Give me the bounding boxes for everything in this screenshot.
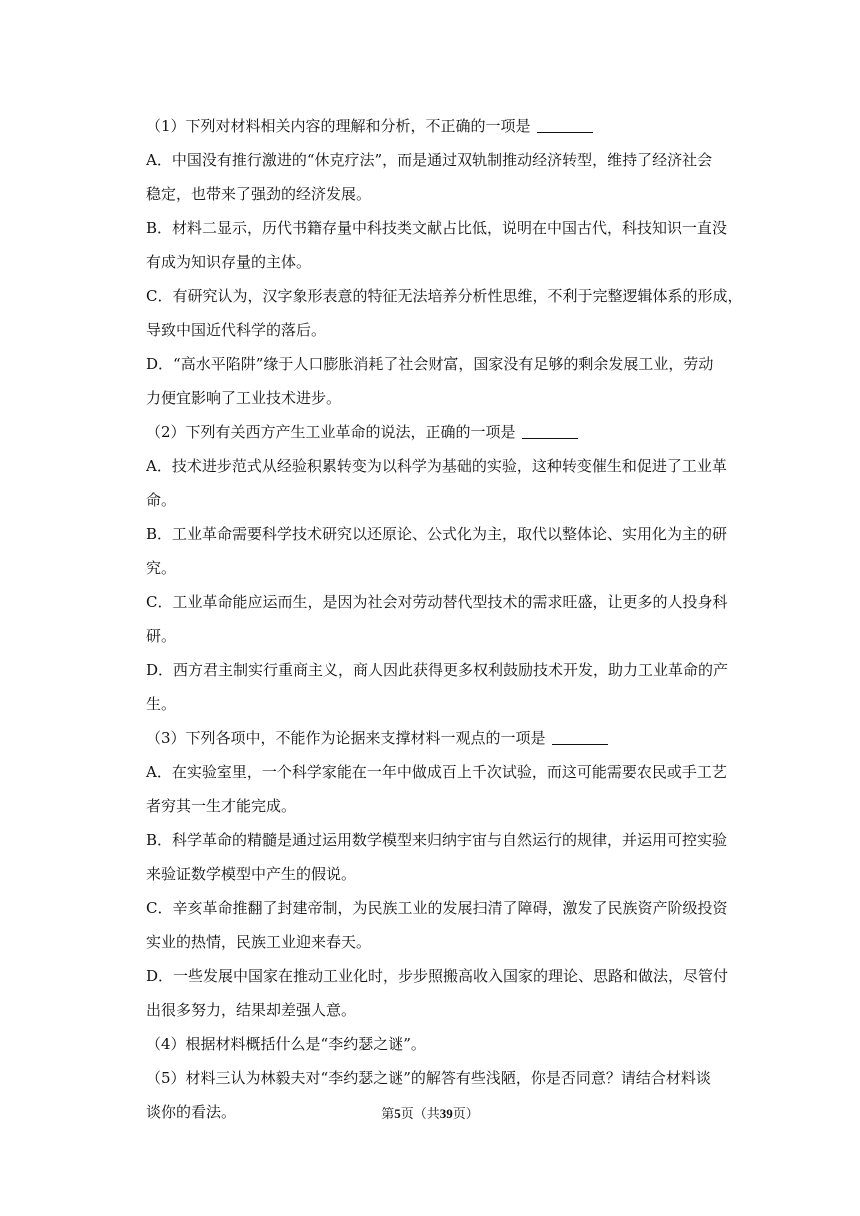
option-1c-line1: C．有研究认为，汉字象形表意的特征无法培养分析性思维，不利于完整逻辑体系的形成， (146, 287, 743, 305)
option-1c-line2: 导致中国近代科学的落后。 (146, 321, 327, 339)
option-2a-line2: 命。 (146, 491, 177, 509)
option-2a-line1: A．技术进步范式从经验积累转变为以科学为基础的实验，这种转变催生和促进了工业革 (146, 457, 727, 475)
option-2b-line2: 究。 (146, 559, 177, 577)
option-1b-line2: 有成为知识存量的主体。 (146, 253, 312, 271)
question-4-stem: （4）根据材料概括什么是“李约瑟之谜”。 (146, 1035, 426, 1053)
question-2-stem: （2）下列有关西方产生工业革命的说法，正确的一项是 (146, 415, 738, 449)
option-2c-line1: C．工业革命能应运而生，是因为社会对劳动替代型技术的需求旺盛，让更多的人投身科 (146, 593, 728, 611)
option-3a-line2: 者穷其一生才能完成。 (146, 797, 297, 815)
page-footer: 第5页（共39页） (381, 1106, 479, 1122)
answer-blank (522, 424, 578, 439)
question-5-stem-line2: 谈你的看法。 (146, 1103, 237, 1121)
question-1-stem: （1）下列对材料相关内容的理解和分析，不正确的一项是 (146, 109, 738, 143)
page-number: 5 (394, 1106, 401, 1121)
answer-blank (537, 118, 593, 133)
option-2b-line1: B．工业革命需要科学技术研究以还原论、公式化为主，取代以整体论、实用化为主的研 (146, 525, 728, 543)
total-pages: 39 (439, 1106, 453, 1121)
option-3b-line2: 来验证数学模型中产生的假说。 (146, 865, 357, 883)
option-1d-line1: D．“高水平陷阱”缘于人口膨胀消耗了社会财富，国家没有足够的剩余发展工业，劳动 (146, 355, 714, 373)
question-5-stem-line1: （5）材料三认为林毅夫对“李约瑟之谜”的解答有些浅陋，你是否同意？请结合材料谈 (146, 1069, 711, 1087)
option-3a-line1: A．在实验室里，一个科学家能在一年中做成百上千次试验，而这可能需要农民或手工艺 (146, 763, 727, 781)
option-2d-line1: D．西方君主制实行重商主义，商人因此获得更多权利鼓励技术开发，助力工业革命的产 (146, 661, 729, 679)
option-1a-line2: 稳定，也带来了强劲的经济发展。 (146, 185, 372, 203)
option-1d-line2: 力便宜影响了工业技术进步。 (146, 389, 342, 407)
option-3c-line1: C．辛亥革命推翻了封建帝制，为民族工业的发展扫清了障碍，激发了民族资产阶级投资 (146, 899, 728, 917)
option-2d-line2: 生。 (146, 695, 177, 713)
option-1b-line1: B．材料二显示，历代书籍存量中科技类文献占比低，说明在中国古代，科技知识一直没 (146, 219, 728, 237)
document-body (146, 109, 743, 1129)
question-3-stem: （3）下列各项中，不能作为论据来支撑材料一观点的一项是 (146, 721, 738, 755)
answer-blank (552, 730, 608, 745)
option-1a-line1: A．中国没有推行激进的“休克疗法”，而是通过双轨制推动经济转型，维持了经济社会 (146, 151, 713, 169)
option-3d-line2: 出很多努力，结果却差强人意。 (146, 1001, 357, 1019)
option-3d-line1: D．一些发展中国家在推动工业化时，步步照搬高收入国家的理论、思路和做法，尽管付 (146, 967, 729, 985)
option-3b-line1: B．科学革命的精髓是通过运用数学模型来归纳宇宙与自然运行的规律，并运用可控实验 (146, 831, 728, 849)
option-2c-line2: 研。 (146, 627, 177, 645)
option-3c-line2: 实业的热情，民族工业迎来春天。 (146, 933, 372, 951)
